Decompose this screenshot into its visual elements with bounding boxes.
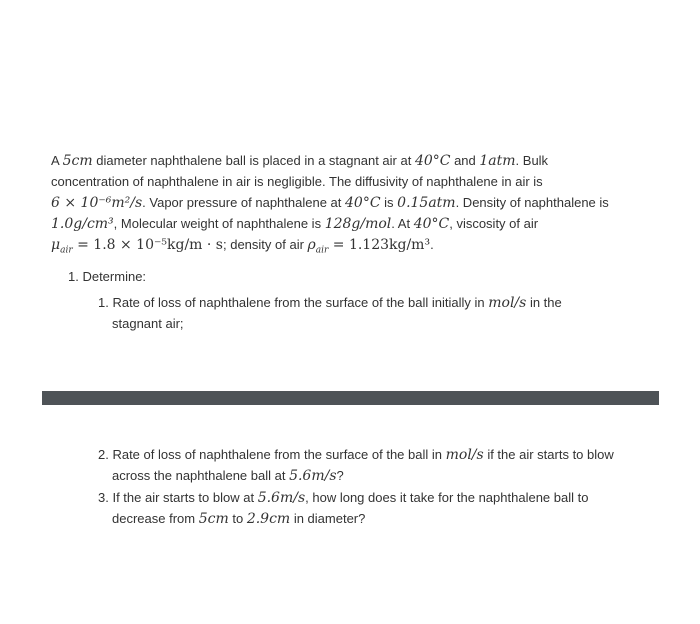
math-speed: 5.6m/s bbox=[257, 490, 306, 506]
text: 2. Rate of loss of naphthalene from the surface of the ball in bbox=[98, 447, 446, 462]
problem-line-2: concentration of naphthalene in air is negligible. The diffusivity of naphthalene in air is bbox=[51, 174, 543, 189]
math-final-diameter: 2.9cm bbox=[246, 511, 291, 527]
text: , viscosity of air bbox=[449, 216, 539, 231]
text: . Density of naphthalene is bbox=[455, 195, 609, 210]
text: , how long does it take for the naphthalene ball to bbox=[305, 490, 589, 505]
text: . At bbox=[391, 216, 414, 231]
text: decrease from bbox=[112, 511, 199, 526]
question-2-line-1 bbox=[98, 444, 658, 465]
text: in diameter? bbox=[290, 511, 366, 526]
math-temperature: 40°C bbox=[414, 153, 451, 169]
math-air-density: = 1.123kg/m³ bbox=[328, 237, 431, 253]
math-unit: mol/s bbox=[488, 295, 527, 311]
question-3 bbox=[98, 487, 658, 529]
question-3-line-1 bbox=[98, 487, 658, 508]
math-vapor-pressure: 0.15atm bbox=[397, 195, 456, 211]
text: ; density of air bbox=[222, 237, 308, 252]
math-unit: mol/s bbox=[445, 447, 484, 463]
question-1-line-2: stagnant air; bbox=[112, 316, 184, 331]
text: across the naphthalene ball at bbox=[112, 468, 290, 483]
text: . bbox=[430, 237, 434, 252]
text: , Molecular weight of naphthalene is bbox=[113, 216, 325, 231]
text: to bbox=[228, 511, 247, 526]
math-molecular-weight: 128g/mol bbox=[324, 216, 392, 232]
problem-line-4 bbox=[51, 213, 651, 234]
problem-line-3 bbox=[51, 192, 651, 213]
text: in the bbox=[526, 295, 562, 310]
question-2-line-2 bbox=[98, 465, 658, 486]
text: 3. If the air starts to blow at bbox=[98, 490, 258, 505]
section-divider bbox=[42, 391, 659, 405]
math-diffusivity: 6 × 10⁻⁶m²/s bbox=[51, 195, 143, 211]
math-initial-diameter: 5cm bbox=[198, 511, 229, 527]
text: is bbox=[380, 195, 398, 210]
math-density: 1.0g/cm³ bbox=[51, 216, 114, 232]
math-diameter: 5cm bbox=[62, 153, 93, 169]
math-pressure: 1atm bbox=[479, 153, 516, 169]
math-mu: μ bbox=[51, 237, 61, 253]
text: . Bulk bbox=[515, 153, 549, 168]
text: A bbox=[51, 153, 63, 168]
math-subscript: air bbox=[315, 245, 329, 256]
math-rho: ρ bbox=[307, 237, 316, 253]
math-temperature: 40°C bbox=[413, 216, 450, 232]
math-subscript: air bbox=[60, 245, 73, 256]
problem-line-1 bbox=[51, 150, 651, 171]
math-temperature: 40°C bbox=[345, 195, 381, 211]
math-viscosity: = 1.8 × 10⁻⁵kg/m · s bbox=[72, 237, 223, 253]
text: and bbox=[450, 153, 480, 168]
text: 1. Rate of loss of naphthalene from the surface of the ball initially in bbox=[98, 295, 489, 310]
determine-heading: 1. Determine: bbox=[68, 269, 147, 284]
question-1 bbox=[98, 292, 658, 334]
math-speed: 5.6m/s bbox=[289, 468, 337, 484]
question-1-line-1 bbox=[98, 292, 658, 313]
text: . Vapor pressure of naphthalene at bbox=[142, 195, 345, 210]
question-2 bbox=[98, 444, 658, 486]
text: if the air starts to blow bbox=[483, 447, 614, 462]
question-3-line-2 bbox=[98, 508, 658, 529]
text: diameter naphthalene ball is placed in a stagnant air at bbox=[92, 153, 415, 168]
problem-line-5 bbox=[51, 234, 651, 255]
text: ? bbox=[336, 468, 344, 483]
problem-statement bbox=[51, 150, 651, 255]
